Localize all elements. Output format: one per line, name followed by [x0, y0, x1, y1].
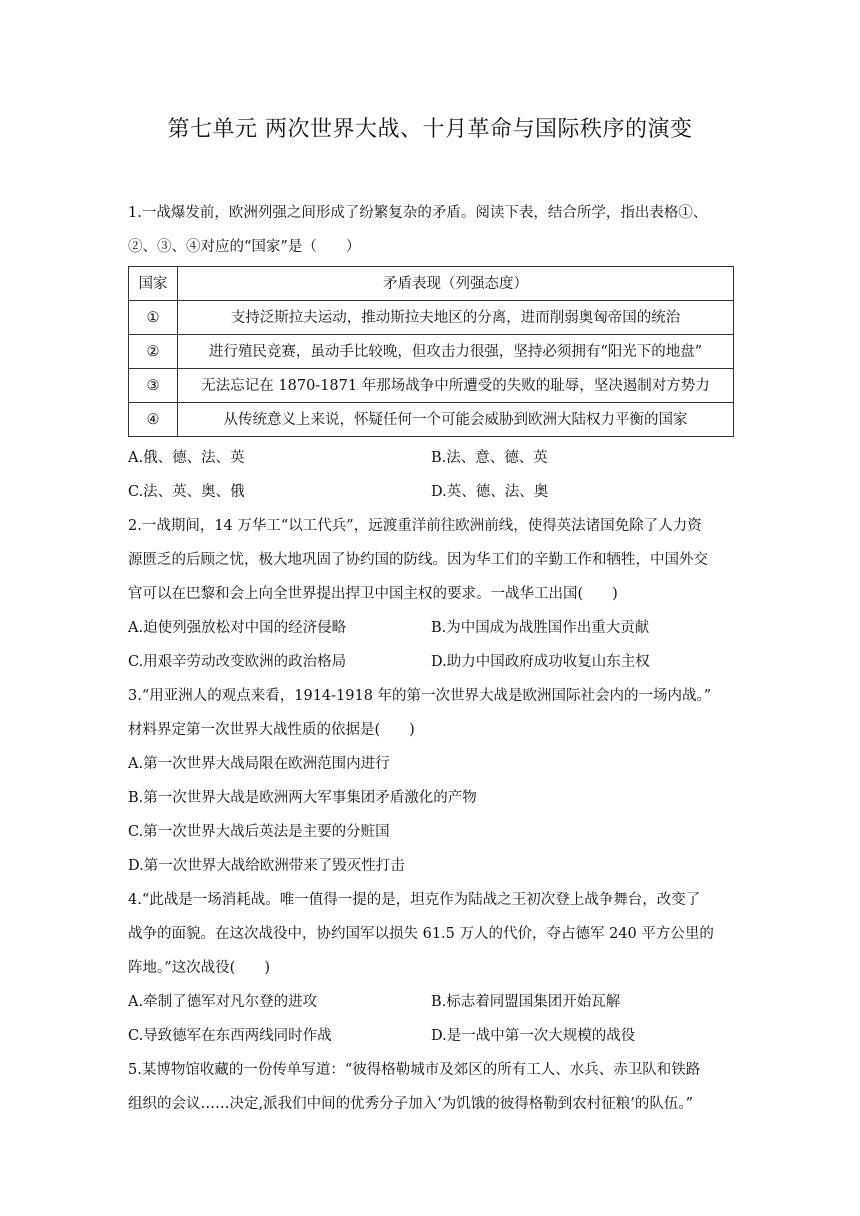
- option: A.迫使列强放松对中国的经济侵略: [128, 620, 347, 636]
- table-cell: ①: [129, 301, 178, 335]
- q1-options-row-2: [128, 475, 734, 509]
- option: B.第一次世界大战是欧洲两大军事集团矛盾激化的产物: [128, 790, 477, 806]
- q4-options-row-2: [128, 1019, 734, 1053]
- table-cell: 进行殖民竞赛，虽动手比较晚，但攻击力很强，坚持必须拥有“阳光下的地盘”: [178, 335, 734, 369]
- q5-stem-line-1: 5.某博物馆收藏的一份传单写道：“彼得格勒城市及郊区的所有工人、水兵、赤卫队和铁路: [128, 1062, 701, 1078]
- q1-table: [128, 266, 734, 437]
- option: C.法、英、奥、俄: [128, 484, 245, 500]
- option: A.牵制了德军对凡尔登的进攻: [128, 994, 318, 1010]
- table-header-cell: 国家: [129, 267, 178, 301]
- table-row: [129, 335, 734, 369]
- q1-options-row-1: [128, 441, 734, 475]
- q2-stem-line-3: 官可以在巴黎和会上向全世界提出捍卫中国主权的要求。一战华工出国( ): [128, 586, 618, 602]
- table-cell: 支持泛斯拉夫运动，推动斯拉夫地区的分离，进而削弱奥匈帝国的统治: [178, 301, 734, 335]
- option: D.英、德、法、奥: [431, 484, 549, 500]
- option: A.第一次世界大战局限在欧洲范围内进行: [128, 756, 390, 772]
- table-header-cell: 矛盾表现（列强态度）: [178, 267, 734, 301]
- q1-stem-line-2: ②、③、④对应的“国家”是（ ）: [128, 239, 361, 255]
- option: D.助力中国政府成功收复山东主权: [431, 654, 650, 670]
- q4-options-row-1: [128, 985, 734, 1019]
- table-cell: ②: [129, 335, 178, 369]
- q3-stem-line-1: 3.“用亚洲人的观点来看，1914-1918 年的第一次世界大战是欧洲国际社会内的一场内战。”: [128, 688, 712, 704]
- option: D.第一次世界大战给欧洲带来了毁灭性打击: [128, 858, 405, 874]
- table-row: [129, 301, 734, 335]
- table-header-row: [129, 267, 734, 301]
- option: D.是一战中第一次大规模的战役: [431, 1028, 636, 1044]
- q1-stem-line-1: 1.一战爆发前，欧洲列强之间形成了纷繁复杂的矛盾。阅读下表，结合所学，指出表格①、: [128, 205, 708, 221]
- q2-options-row-2: [128, 645, 734, 679]
- table-row: [129, 403, 734, 437]
- option: B.法、意、德、英: [431, 450, 548, 466]
- table-cell: 从传统意义上来说，怀疑任何一个可能会威胁到欧洲大陆权力平衡的国家: [178, 403, 734, 437]
- page-title: 第七单元 两次世界大战、十月革命与国际秩序的演变: [167, 117, 693, 142]
- q3-stem-line-2: 材料界定第一次世界大战性质的依据是( ): [128, 722, 415, 738]
- table-cell: ④: [129, 403, 178, 437]
- q5-stem-line-2: 组织的会议……决定,派我们中间的优秀分子加入‘为饥饿的彼得格勒到农村征粮’的队伍。”: [128, 1096, 693, 1112]
- q4-stem-line-1: 4.“此战是一场消耗战。唯一值得一提的是，坦克作为陆战之王初次登上战争舞台，改变了: [128, 892, 701, 908]
- option: C.第一次世界大战后英法是主要的分赃国: [128, 824, 390, 840]
- option: A.俄、德、法、英: [128, 450, 245, 466]
- option: B.标志着同盟国集团开始瓦解: [431, 994, 621, 1010]
- q2-stem-line-1: 2.一战期间，14 万华工“以工代兵”，远渡重洋前往欧洲前线，使得英法诸国免除了人力资: [128, 518, 702, 534]
- q4-stem-line-3: 阵地。”这次战役( ): [128, 960, 270, 976]
- questions: [128, 196, 734, 1121]
- table-cell: ③: [129, 369, 178, 403]
- table-row: [129, 369, 734, 403]
- table-cell: 无法忘记在 1870-1871 年那场战争中所遭受的失败的耻辱，坚决遏制对方势力: [178, 369, 734, 403]
- q2-options-row-1: [128, 611, 734, 645]
- q2-stem-line-2: 源匮乏的后顾之忧，极大地巩固了协约国的防线。因为华工们的辛勤工作和牺牲，中国外交: [128, 552, 708, 568]
- option: B.为中国成为战胜国作出重大贡献: [431, 620, 650, 636]
- q4-stem-line-2: 战争的面貌。在这次战役中，协约国军以损失 61.5 万人的代价，夺占德军 240 平方公里的: [128, 926, 714, 942]
- option: C.导致德军在东西两线同时作战: [128, 1028, 332, 1044]
- option: C.用艰辛劳动改变欧洲的政治格局: [128, 654, 347, 670]
